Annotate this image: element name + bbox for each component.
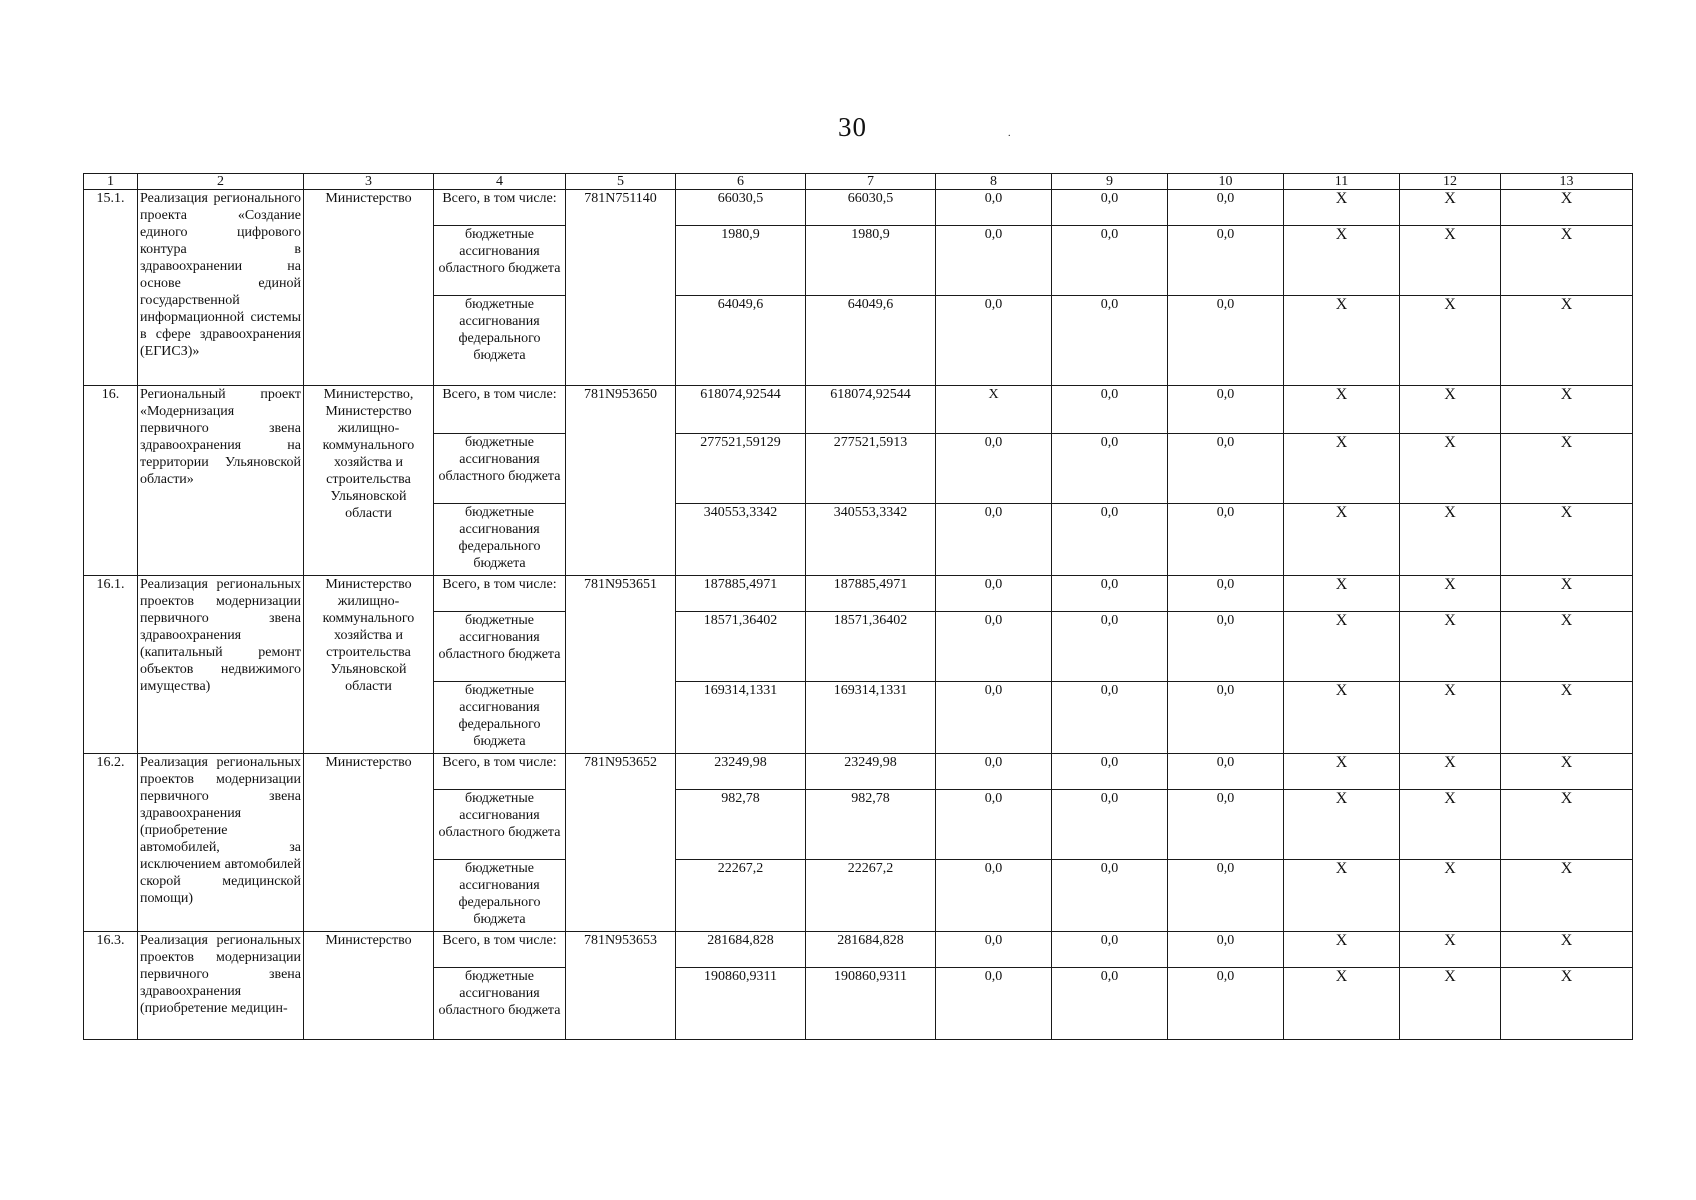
- amount-cell: X: [1284, 754, 1400, 790]
- amount-cell: 618074,92544: [676, 386, 806, 434]
- amount-cell: X: [1284, 576, 1400, 612]
- amount-cell: 982,78: [676, 790, 806, 860]
- amount-cell: 0,0: [1168, 434, 1284, 504]
- funding-source: Всего, в том числе:: [434, 190, 566, 226]
- amount-cell: 340553,3342: [806, 504, 936, 576]
- amount-cell: 0,0: [1168, 612, 1284, 682]
- amount-cell: X: [1284, 932, 1400, 968]
- column-number: 3: [304, 174, 434, 190]
- amount-cell: X: [1501, 576, 1633, 612]
- amount-cell: X: [1284, 682, 1400, 754]
- amount-cell: 0,0: [936, 296, 1052, 386]
- amount-cell: 23249,98: [676, 754, 806, 790]
- amount-cell: 0,0: [936, 434, 1052, 504]
- amount-cell: X: [1400, 190, 1501, 226]
- amount-cell: 0,0: [1168, 190, 1284, 226]
- amount-cell: X: [1284, 504, 1400, 576]
- amount-cell: 0,0: [936, 790, 1052, 860]
- amount-cell: X: [1284, 296, 1400, 386]
- column-number: 2: [138, 174, 304, 190]
- amount-cell: 0,0: [1052, 434, 1168, 504]
- column-number: 8: [936, 174, 1052, 190]
- amount-cell: 0,0: [1168, 790, 1284, 860]
- amount-cell: 23249,98: [806, 754, 936, 790]
- amount-cell: 64049,6: [676, 296, 806, 386]
- amount-cell: 0,0: [1168, 386, 1284, 434]
- table-row: [84, 754, 1633, 790]
- funding-source: бюджетные ассигнования областного бюджета: [434, 434, 566, 504]
- funding-source: бюджетные ассигнования областного бюджета: [434, 968, 566, 1040]
- column-number-row: [84, 174, 1633, 190]
- amount-cell: X: [1400, 386, 1501, 434]
- amount-cell: 281684,828: [676, 932, 806, 968]
- funding-source: бюджетные ассигнования федерального бюджета: [434, 682, 566, 754]
- budget-code: 781N751140: [566, 190, 676, 386]
- item-number: 16.2.: [84, 754, 138, 932]
- amount-cell: 190860,9311: [806, 968, 936, 1040]
- amount-cell: X: [1400, 504, 1501, 576]
- funding-source: бюджетные ассигнования областного бюджета: [434, 226, 566, 296]
- item-number: 15.1.: [84, 190, 138, 386]
- amount-cell: 0,0: [1052, 576, 1168, 612]
- amount-cell: X: [1400, 226, 1501, 296]
- column-number: 10: [1168, 174, 1284, 190]
- amount-cell: 66030,5: [676, 190, 806, 226]
- funding-source: бюджетные ассигнования областного бюджета: [434, 612, 566, 682]
- column-number: 13: [1501, 174, 1633, 190]
- budget-table: [83, 173, 1633, 1040]
- amount-cell: 0,0: [1168, 682, 1284, 754]
- amount-cell: 0,0: [1052, 754, 1168, 790]
- funding-source: бюджетные ассигнования федерального бюджета: [434, 860, 566, 932]
- table-row: [84, 190, 1633, 226]
- amount-cell: 187885,4971: [676, 576, 806, 612]
- amount-cell: X: [1501, 612, 1633, 682]
- amount-cell: X: [1400, 968, 1501, 1040]
- amount-cell: X: [1501, 504, 1633, 576]
- column-number: 7: [806, 174, 936, 190]
- amount-cell: 0,0: [936, 504, 1052, 576]
- amount-cell: X: [1400, 682, 1501, 754]
- amount-cell: X: [1284, 612, 1400, 682]
- amount-cell: X: [1400, 576, 1501, 612]
- amount-cell: 190860,9311: [676, 968, 806, 1040]
- item-name: Реализация региональных проектов модернизации первичного звена здравоохранения (капитальный ремонт объектов недвижимого имущества): [138, 576, 304, 754]
- amount-cell: X: [1501, 434, 1633, 504]
- item-executor: Министерство: [304, 190, 434, 386]
- column-number: 6: [676, 174, 806, 190]
- item-number: 16.1.: [84, 576, 138, 754]
- amount-cell: 0,0: [936, 860, 1052, 932]
- amount-cell: X: [1501, 754, 1633, 790]
- item-name: Реализация региональных проектов модернизации первичного звена здравоохранения (приобретение автомобилей, за исключением автомобилей скорой медицинской помощи): [138, 754, 304, 932]
- column-number: 12: [1400, 174, 1501, 190]
- funding-source: бюджетные ассигнования федерального бюджета: [434, 504, 566, 576]
- amount-cell: 0,0: [936, 226, 1052, 296]
- amount-cell: 0,0: [936, 576, 1052, 612]
- amount-cell: 0,0: [1052, 968, 1168, 1040]
- amount-cell: 0,0: [936, 932, 1052, 968]
- amount-cell: 0,0: [1168, 860, 1284, 932]
- amount-cell: 281684,828: [806, 932, 936, 968]
- amount-cell: X: [1501, 682, 1633, 754]
- amount-cell: X: [1400, 296, 1501, 386]
- item-executor: Министерство жилищно-коммунального хозяйства и строительства Ульяновской области: [304, 576, 434, 754]
- funding-source: Всего, в том числе:: [434, 932, 566, 968]
- amount-cell: 0,0: [1168, 296, 1284, 386]
- amount-cell: X: [1501, 860, 1633, 932]
- amount-cell: 1980,9: [676, 226, 806, 296]
- amount-cell: X: [1501, 296, 1633, 386]
- amount-cell: X: [1501, 790, 1633, 860]
- amount-cell: X: [1284, 226, 1400, 296]
- amount-cell: 0,0: [1052, 190, 1168, 226]
- item-executor: Министерство: [304, 754, 434, 932]
- amount-cell: 0,0: [1168, 226, 1284, 296]
- amount-cell: 0,0: [936, 682, 1052, 754]
- amount-cell: X: [1400, 932, 1501, 968]
- page-number: 30: [838, 112, 867, 142]
- amount-cell: 277521,5913: [806, 434, 936, 504]
- amount-cell: X: [1400, 860, 1501, 932]
- funding-source: бюджетные ассигнования областного бюджета: [434, 790, 566, 860]
- amount-cell: 0,0: [1052, 790, 1168, 860]
- amount-cell: 1980,9: [806, 226, 936, 296]
- amount-cell: X: [1284, 386, 1400, 434]
- amount-cell: 0,0: [1052, 860, 1168, 932]
- amount-cell: 618074,92544: [806, 386, 936, 434]
- budget-code: 781N953653: [566, 932, 676, 1040]
- amount-cell: 0,0: [1052, 932, 1168, 968]
- amount-cell: X: [1284, 790, 1400, 860]
- item-name: Реализация регионального проекта «Создание единого цифрового контура в здравоохранении на основе единой государственной информационной системы в сфере здравоохранения (ЕГИСЗ)»: [138, 190, 304, 386]
- table-row: [84, 932, 1633, 968]
- amount-cell: 22267,2: [806, 860, 936, 932]
- amount-cell: 18571,36402: [806, 612, 936, 682]
- item-executor: Министерство: [304, 932, 434, 1040]
- amount-cell: 22267,2: [676, 860, 806, 932]
- amount-cell: 0,0: [1052, 226, 1168, 296]
- amount-cell: X: [936, 386, 1052, 434]
- item-number: 16.3.: [84, 932, 138, 1040]
- amount-cell: 64049,6: [806, 296, 936, 386]
- amount-cell: 169314,1331: [806, 682, 936, 754]
- amount-cell: 0,0: [1168, 932, 1284, 968]
- item-name: Реализация региональных проектов модернизации первичного звена здравоохранения (приобретение медицин-: [138, 932, 304, 1040]
- amount-cell: 340553,3342: [676, 504, 806, 576]
- amount-cell: 277521,59129: [676, 434, 806, 504]
- item-name: Региональный проект «Модернизация первичного звена здравоохранения на территории Ульяновской области»: [138, 386, 304, 576]
- amount-cell: 187885,4971: [806, 576, 936, 612]
- amount-cell: 0,0: [936, 754, 1052, 790]
- budget-code: 781N953651: [566, 576, 676, 754]
- amount-cell: 0,0: [1052, 504, 1168, 576]
- column-number: 4: [434, 174, 566, 190]
- amount-cell: X: [1400, 790, 1501, 860]
- table-body: [84, 190, 1633, 1040]
- amount-cell: X: [1284, 190, 1400, 226]
- funding-source: Всего, в том числе:: [434, 576, 566, 612]
- amount-cell: 0,0: [1052, 612, 1168, 682]
- item-number: 16.: [84, 386, 138, 576]
- amount-cell: 18571,36402: [676, 612, 806, 682]
- amount-cell: 0,0: [1052, 296, 1168, 386]
- column-number: 9: [1052, 174, 1168, 190]
- column-number: 5: [566, 174, 676, 190]
- amount-cell: 0,0: [1168, 576, 1284, 612]
- amount-cell: X: [1400, 434, 1501, 504]
- amount-cell: X: [1400, 612, 1501, 682]
- amount-cell: 0,0: [1052, 682, 1168, 754]
- item-executor: Министерство, Министерство жилищно-коммунального хозяйства и строительства Ульяновской области: [304, 386, 434, 576]
- amount-cell: 0,0: [936, 968, 1052, 1040]
- amount-cell: X: [1400, 754, 1501, 790]
- amount-cell: X: [1501, 386, 1633, 434]
- amount-cell: 0,0: [936, 190, 1052, 226]
- amount-cell: X: [1284, 434, 1400, 504]
- amount-cell: X: [1501, 932, 1633, 968]
- budget-code: 781N953652: [566, 754, 676, 932]
- amount-cell: 66030,5: [806, 190, 936, 226]
- amount-cell: X: [1284, 860, 1400, 932]
- amount-cell: 0,0: [1168, 968, 1284, 1040]
- scan-speck: .: [1008, 128, 1011, 139]
- table-row: [84, 386, 1633, 434]
- amount-cell: 169314,1331: [676, 682, 806, 754]
- amount-cell: 0,0: [1052, 386, 1168, 434]
- funding-source: Всего, в том числе:: [434, 386, 566, 434]
- funding-source: Всего, в том числе:: [434, 754, 566, 790]
- column-number: 11: [1284, 174, 1400, 190]
- amount-cell: 982,78: [806, 790, 936, 860]
- budget-code: 781N953650: [566, 386, 676, 576]
- table-row: [84, 576, 1633, 612]
- amount-cell: X: [1501, 226, 1633, 296]
- amount-cell: X: [1501, 190, 1633, 226]
- amount-cell: 0,0: [1168, 754, 1284, 790]
- amount-cell: X: [1284, 968, 1400, 1040]
- column-number: 1: [84, 174, 138, 190]
- amount-cell: 0,0: [936, 612, 1052, 682]
- amount-cell: 0,0: [1168, 504, 1284, 576]
- funding-source: бюджетные ассигнования федерального бюджета: [434, 296, 566, 386]
- amount-cell: X: [1501, 968, 1633, 1040]
